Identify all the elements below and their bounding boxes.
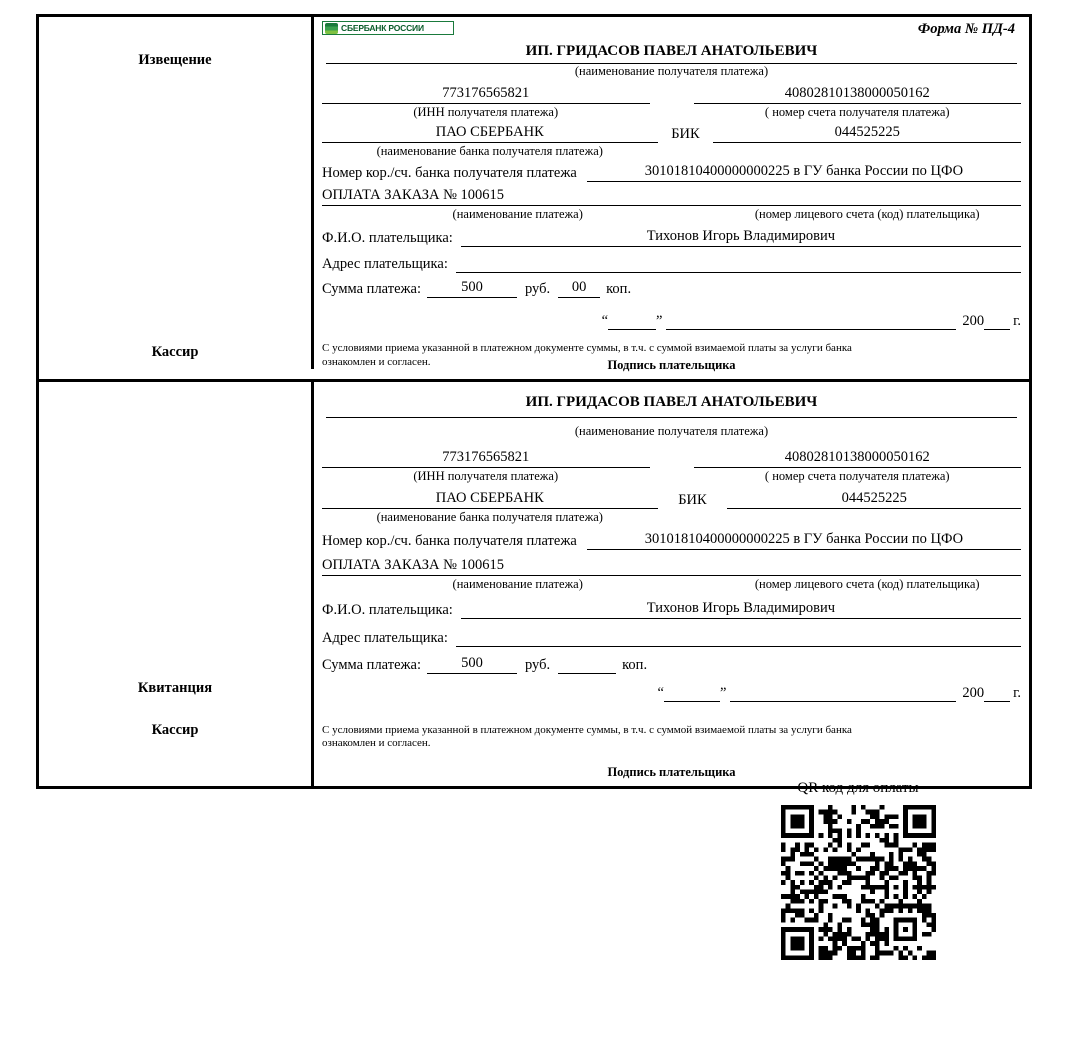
notice-label: Извещение [138, 52, 212, 68]
notice-part [39, 17, 1029, 379]
payer-fio-value: Тихонов Игорь Владимирович [461, 228, 1021, 247]
date-month-field-2 [730, 684, 956, 702]
date-day-field [608, 312, 656, 330]
payment-purpose-value: ОПЛАТА ЗАКАЗА № 100615 [322, 187, 713, 206]
bik-label-2: БИК [678, 491, 707, 508]
account-value: 40802810138000050162 [694, 85, 1022, 104]
agreement-text-2 [322, 724, 1021, 752]
recipient-name: ИП. ГРИДАСОВ ПАВЕЛ АНАТОЛЬЕВИЧ [326, 37, 1017, 64]
date-quote-open: “ [601, 313, 609, 329]
receipt-part [39, 379, 1029, 787]
kop-label: коп. [606, 281, 632, 297]
payment-form [36, 14, 1032, 789]
notice-right-column [314, 17, 1029, 379]
inn-caption: (ИНН получателя платежа) [413, 105, 559, 119]
bank-caption: (наименование банка получателя платежа) [376, 144, 603, 158]
kop-label-2: коп. [622, 656, 648, 673]
payer-signature-label-bottom: Подпись плательщика [607, 765, 736, 779]
personal-account-value-2 [713, 556, 1021, 576]
sum-label: Сумма платежа: [322, 281, 421, 297]
korschet-value: 30101810400000000225 в ГУ банка России по ЦФО [587, 163, 1021, 182]
sberbank-mark-icon [325, 23, 338, 34]
korschet-label: Номер кор./сч. банка получателя платежа [322, 165, 577, 181]
payer-fio-label: Ф.И.О. плательщика: [322, 230, 453, 246]
rub-label-2: руб. [525, 656, 551, 673]
account-value-2: 40802810138000050162 [694, 449, 1022, 468]
receipt-right-column [314, 382, 1029, 787]
sberbank-logo-text: СБЕРБАНК РОССИИ [341, 23, 424, 33]
sum-rub-value: 500 [427, 279, 517, 298]
date-year-suffix: г. [1013, 313, 1021, 329]
recipient-caption: (наименование получателя платежа) [574, 64, 769, 78]
inn-value: 773176565821 [322, 85, 650, 104]
account-caption-2: ( номер счета получателя платежа) [764, 468, 950, 483]
sberbank-logo-icon [322, 21, 454, 35]
date-year-field-2 [984, 684, 1010, 702]
bank-caption-2: (наименование банка получателя платежа) [376, 509, 603, 524]
inn-caption-2: (ИНН получателя платежа) [413, 468, 559, 483]
date-quote-open-2: “ [657, 684, 664, 701]
bank-name-value-2: ПАО СБЕРБАНК [322, 490, 658, 509]
payment-name-caption-2: (наименование платежа) [452, 576, 583, 591]
bik-value-2: 044525225 [727, 490, 1021, 509]
personal-account-caption-2: (номер лицевого счета (код) плательщика) [754, 576, 980, 591]
personal-account-caption: (номер лицевого счета (код) плательщика) [754, 207, 980, 221]
korschet-label-2: Номер кор./сч. банка получателя платежа [322, 532, 577, 549]
agreement-line-1-bottom: С условиями приема указанной в платежном документе суммы, в т.ч. с суммой взимаемой платы за услуги банка [322, 723, 852, 736]
payment-purpose-value-2: ОПЛАТА ЗАКАЗА № 100615 [322, 557, 713, 576]
date-year-field [984, 312, 1010, 330]
date-year-prefix: 200 [962, 313, 985, 329]
date-quote-close: ” [656, 313, 663, 329]
payer-address-value-2 [456, 627, 1021, 647]
account-caption: ( номер счета получателя платежа) [764, 105, 950, 119]
form-number: Форма № ПД-4 [917, 21, 1015, 37]
date-year-prefix-2: 200 [962, 684, 985, 701]
payer-fio-label-2: Ф.И.О. плательщика: [322, 601, 453, 618]
payer-signature-label-top: Подпись плательщика [607, 357, 736, 372]
agreement-line-1: С условиями приема указанной в платежном документе суммы, в т.ч. с суммой взимаемой платы за услуги банка [322, 342, 852, 354]
qr-code-image [781, 805, 936, 960]
cashier-label-top: Кассир [151, 344, 199, 360]
payer-fio-value-2: Тихонов Игорь Владимирович [461, 600, 1021, 619]
sum-rub-value-2: 500 [427, 655, 517, 674]
notice-left-column [39, 17, 314, 369]
sum-kop-value-2 [558, 672, 616, 674]
bik-label: БИК [671, 126, 700, 142]
date-quote-close-2: ” [719, 684, 727, 701]
agreement-line-2-bottom: ознакомлен и согласен. [322, 737, 431, 750]
date-year-suffix-2: г. [1013, 684, 1021, 701]
personal-account-value [713, 186, 1021, 206]
logo-row [322, 21, 1021, 37]
korschet-value-2: 30101810400000000225 в ГУ банка России по ЦФО [587, 531, 1021, 550]
date-day-field-2 [664, 684, 720, 702]
qr-title: QR код для оплаты [797, 780, 919, 796]
sum-label-2: Сумма платежа: [322, 656, 421, 673]
receipt-left-column [39, 382, 314, 786]
qr-block [768, 780, 948, 965]
agreement-line-2: ознакомлен и согласен. [322, 355, 431, 368]
bank-name-value: ПАО СБЕРБАНК [322, 124, 658, 143]
payer-address-label: Адрес плательщика: [322, 256, 448, 272]
recipient-caption-2: (наименование получателя платежа) [574, 423, 769, 438]
payer-address-value [456, 253, 1021, 273]
payer-address-label-2: Адрес плательщика: [322, 629, 448, 646]
sum-kop-value: 00 [558, 279, 600, 298]
cashier-label-bottom: Кассир [151, 721, 199, 738]
bik-value: 044525225 [713, 124, 1021, 143]
payment-name-caption: (наименование платежа) [452, 207, 583, 221]
date-month-field [666, 312, 956, 330]
inn-value-2: 773176565821 [322, 449, 650, 468]
receipt-label: Квитанция [137, 679, 213, 696]
rub-label: руб. [525, 281, 551, 297]
recipient-name-2: ИП. ГРИДАСОВ ПАВЕЛ АНАТОЛЬЕВИЧ [326, 386, 1017, 418]
